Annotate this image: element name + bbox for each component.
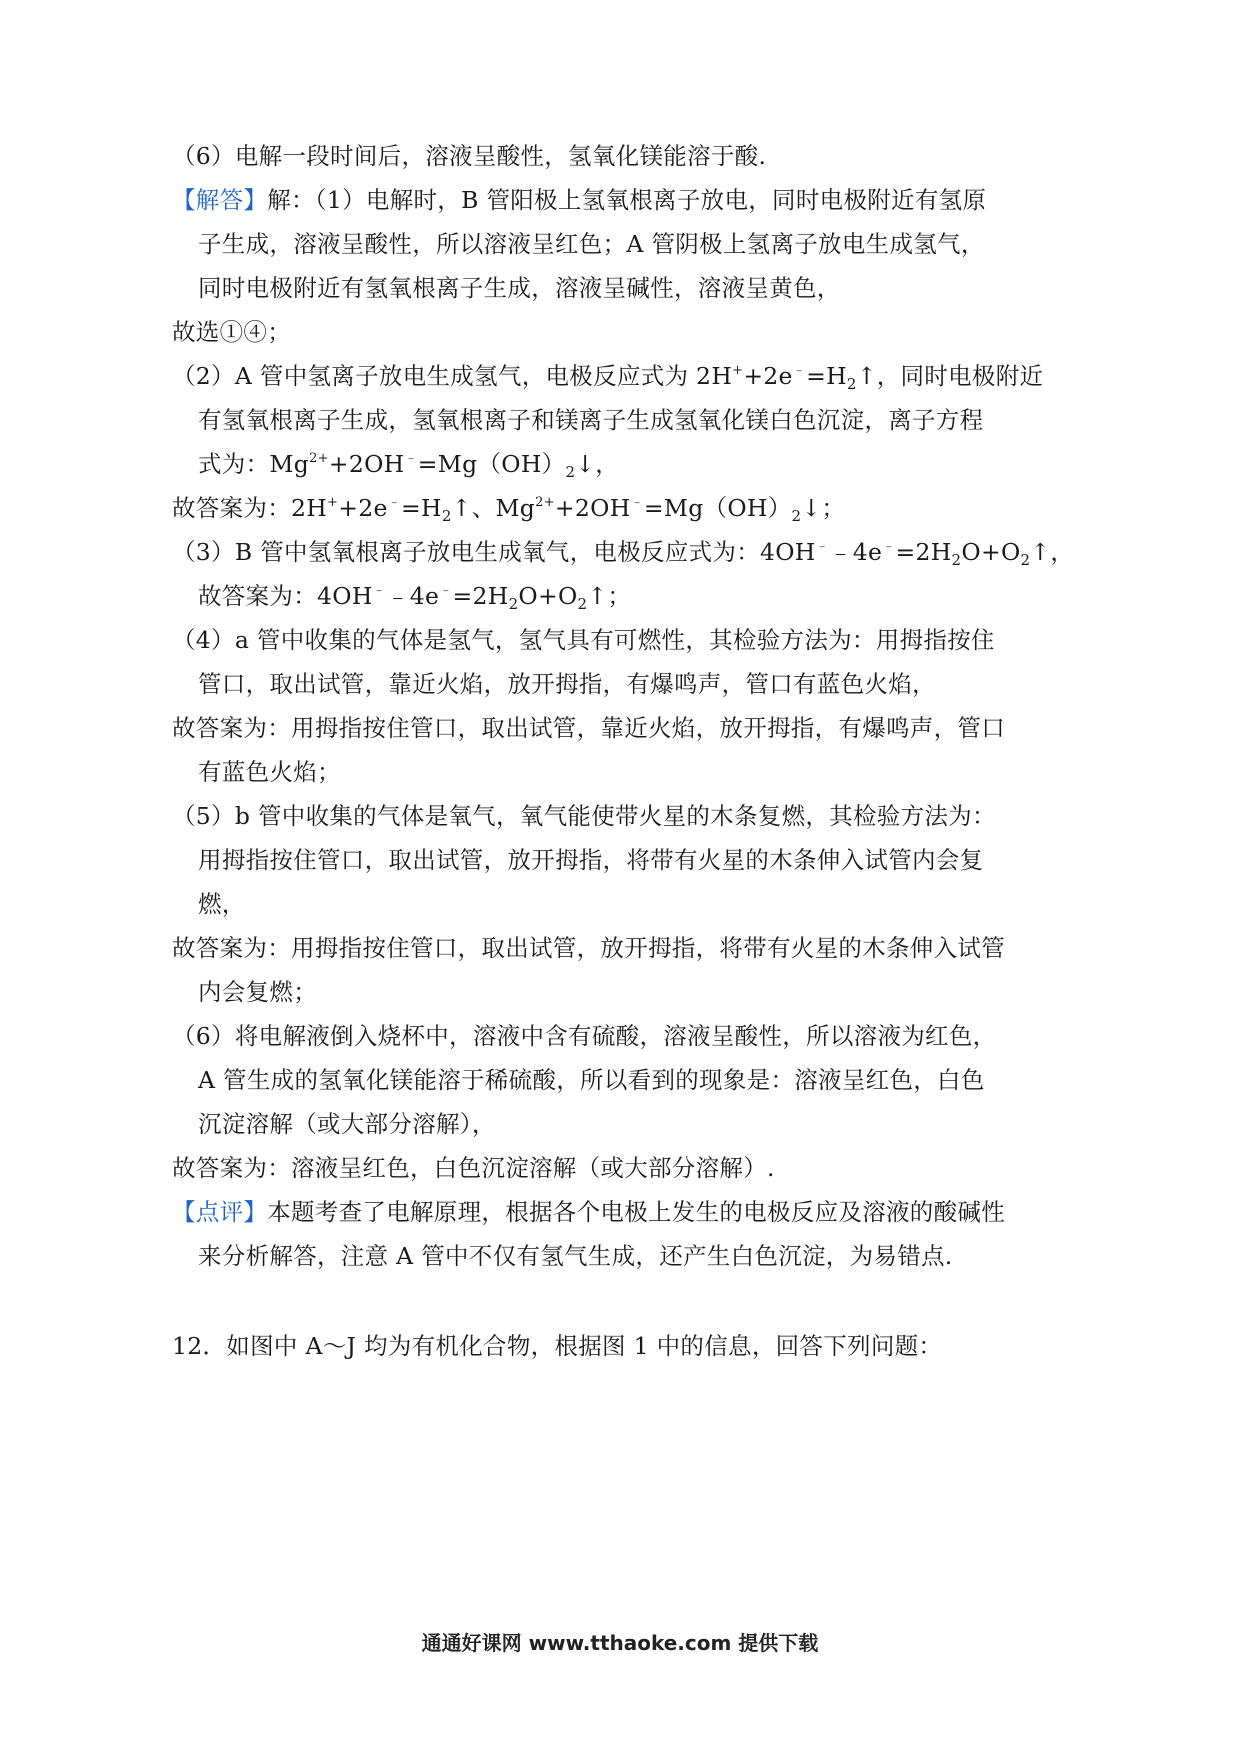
text-line: （6）将电解液倒入烧杯中，溶液中含有硫酸，溶液呈酸性，所以溶液为红色， (172, 1022, 997, 1050)
superscript: ﹣ (630, 495, 644, 510)
superscript: ﹣ (404, 451, 418, 466)
equation-line (172, 537, 1074, 567)
subscript: 2 (791, 507, 802, 525)
text-span: =2H (895, 538, 952, 566)
text-line: 沉淀溶解（或大部分溶解）， (198, 1110, 496, 1138)
text-span: 式为：Mg (198, 450, 310, 478)
review-tag: 【点评】 (172, 1198, 268, 1226)
text-span: +2e (743, 362, 793, 390)
text-span: ↓， (575, 450, 620, 478)
superscript: ﹣ (387, 495, 402, 510)
text-line: 有蓝色火焰； (198, 758, 341, 786)
superscript: ﹣ (815, 539, 829, 554)
text-span: （2）A 管中氢离子放电生成氢气，电极反应式为 2H (172, 362, 733, 390)
text-line: （6）电解一段时间后，溶液呈酸性，氢氧化镁能溶于酸. (172, 142, 767, 170)
text-span: =Mg（OH） (643, 494, 792, 522)
text-span: 解：（1）电解时，B 管阳极上氢氧根离子放电，同时电极附近有氢原 (267, 186, 987, 214)
text-line: 同时电极附近有氢氧根离子生成，溶液呈碱性，溶液呈黄色， (198, 274, 841, 302)
text-span: =H (401, 494, 442, 522)
answer-tag: 【解答】 (172, 186, 268, 214)
text-line: A 管生成的氢氧化镁能溶于稀硫酸，所以看到的现象是：溶液呈红色，白色 (198, 1066, 985, 1094)
text-span: +2OH (554, 494, 631, 522)
subscript: 2 (441, 507, 452, 525)
superscript: + (732, 363, 744, 378)
text-line: 管口，取出试管，靠近火焰，放开拇指，有爆鸣声，管口有蓝色火焰， (198, 670, 936, 698)
text-line: 用拇指按住管口，取出试管，放开拇指，将带有火星的木条伸入试管内会复 (198, 846, 984, 874)
answer-paragraph-line (172, 185, 986, 215)
text-span: O+O (518, 582, 578, 610)
equation-line (198, 449, 619, 479)
text-span: ↑， (1030, 538, 1075, 566)
text-span: =Mg（OH） (417, 450, 566, 478)
subscript: 2 (577, 595, 588, 613)
review-paragraph-line (172, 1197, 1005, 1227)
text-line: 故答案为：溶液呈红色，白色沉淀溶解（或大部分溶解）. (172, 1154, 775, 1182)
text-line: 故答案为：用拇指按住管口，取出试管，放开拇指，将带有火星的木条伸入试管 (172, 934, 1005, 962)
text-line: （4）a 管中收集的气体是氢气，氢气具有可燃性，其检验方法为：用拇指按住 (172, 626, 995, 654)
text-line: 燃， (198, 890, 246, 918)
text-span: 故答案为：2H (172, 494, 328, 522)
text-line: 有氢氧根离子生成，氢氧根离子和镁离子生成氢氧化镁白色沉淀，离子方程 (198, 406, 984, 434)
text-span: ↓； (801, 494, 846, 522)
text-span: 故答案为：4OH (198, 582, 373, 610)
subscript: 2 (951, 551, 962, 569)
superscript: 2+ (535, 495, 555, 510)
text-span: +2e (338, 494, 388, 522)
text-line: （5）b 管中收集的气体是氧气，氧气能使带火星的木条复燃，其检验方法为： (172, 802, 996, 830)
superscript: + (327, 495, 339, 510)
superscript: ﹣ (372, 583, 386, 598)
text-span: ↑，同时电极附近 (856, 362, 1044, 390)
page-footer: 通通好课网 www.tthaoke.com 提供下载 (421, 1631, 819, 1655)
text-line: 故答案为：用拇指按住管口，取出试管，靠近火焰，放开拇指，有爆鸣声，管口 (172, 714, 1005, 742)
text-line: 子生成，溶液呈酸性，所以溶液呈红色；A 管阴极上氢离子放电生成氢气， (198, 230, 985, 258)
subscript: 2 (565, 463, 576, 481)
text-span: =2H (452, 582, 509, 610)
superscript: ﹣ (792, 363, 807, 378)
superscript: 2+ (309, 451, 329, 466)
text-span: O+O (961, 538, 1021, 566)
subscript: 2 (1020, 551, 1031, 569)
superscript: ﹣ (439, 583, 453, 598)
subscript: 2 (846, 375, 857, 393)
equation-line (172, 361, 1043, 391)
text-span: =H (806, 362, 847, 390)
text-span: 本题考查了电解原理，根据各个电极上发生的电极反应及溶液的酸碱性 (267, 1198, 1006, 1226)
text-line: 内会复燃； (198, 978, 317, 1006)
text-line: 来分析解答，注意 A 管中不仅有氢气生成，还产生白色沉淀，为易错点. (198, 1242, 953, 1270)
text-span: +2OH (328, 450, 405, 478)
equation-line (172, 493, 845, 523)
text-span: ↑、Mg (451, 494, 536, 522)
text-span: （3）B 管中氢氧根离子放电生成氧气，电极反应式为：4OH (172, 538, 816, 566)
superscript: ﹣ (882, 539, 896, 554)
equation-line (198, 581, 631, 611)
text-span: ﹣4e (385, 582, 440, 610)
text-span: ↑； (587, 582, 632, 610)
subscript: 2 (508, 595, 519, 613)
question-title: 12．如图中 A～J 均为有机化合物，根据图 1 中的信息，回答下列问题： (172, 1332, 943, 1360)
text-line: 故选①④； (172, 318, 291, 346)
text-span: ﹣4e (828, 538, 883, 566)
